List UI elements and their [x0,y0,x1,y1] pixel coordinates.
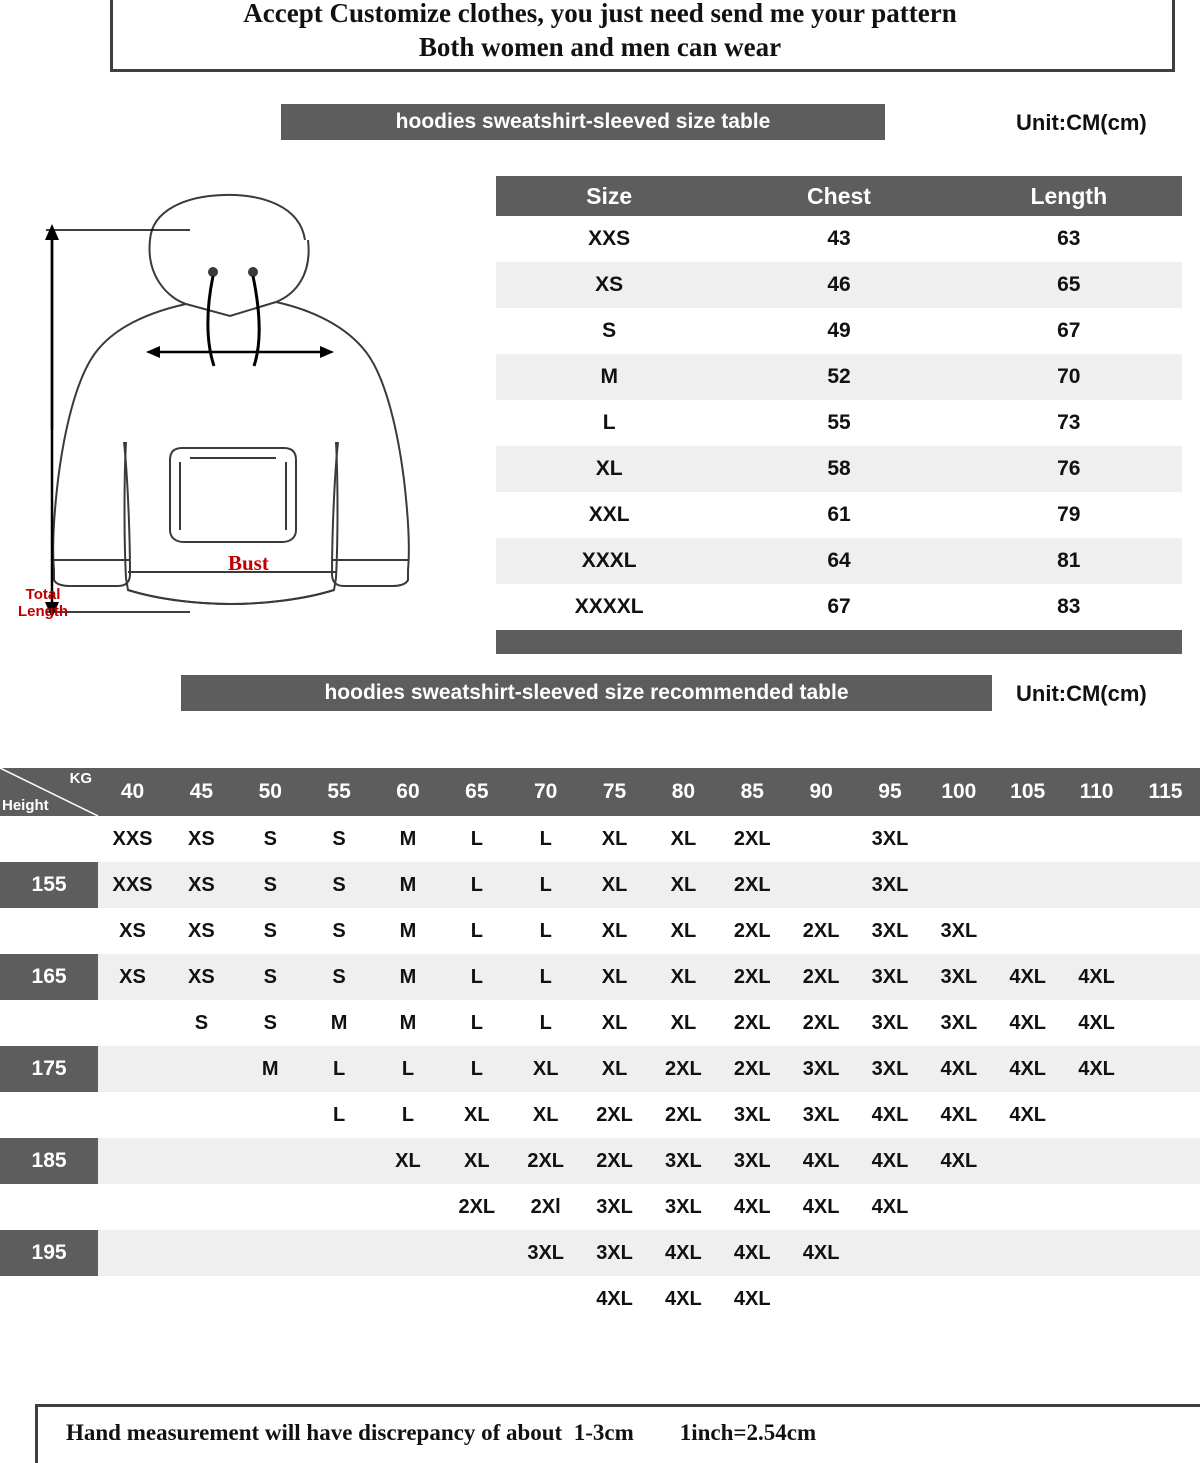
size-cell: 2XL [787,954,856,1000]
axis-corner-cell [0,768,98,816]
size-cell [98,1230,167,1276]
cell-size: XXXXL [496,584,722,630]
cell-size: XL [496,446,722,492]
size-cell: L [511,908,580,954]
size-cell [236,1276,305,1322]
size-cell: M [374,1000,443,1046]
column-header-size: Size [496,176,722,216]
size-cell: 3XL [856,1046,925,1092]
size-cell: 3XL [787,1092,856,1138]
weight-header: 105 [993,768,1062,816]
recommend-row [0,1276,1200,1322]
size-cell [924,1184,993,1230]
cell-length: 83 [956,584,1182,630]
table-row [496,354,1182,400]
header-line-2: Both women and men can wear [418,32,782,62]
size-cell: XS [98,954,167,1000]
cell-chest: 52 [722,354,955,400]
size-cell: 4XL [718,1276,787,1322]
size-cell: 3XL [511,1230,580,1276]
size-cell: S [167,1000,236,1046]
cell-length: 63 [956,216,1182,262]
size-cell: 3XL [580,1184,649,1230]
size-cell: XS [98,908,167,954]
height-header: 195 [0,1230,98,1276]
weight-header: 80 [649,768,718,816]
size-cell: 3XL [787,1046,856,1092]
size-cell: L [442,908,511,954]
size-cell: 4XL [787,1230,856,1276]
cell-size: S [496,308,722,354]
size-cell [98,1276,167,1322]
weight-header: 75 [580,768,649,816]
size-cell [98,1092,167,1138]
size-cell [856,1230,925,1276]
weight-header: 115 [1131,768,1200,816]
size-cell: L [511,954,580,1000]
height-header: 155 [0,862,98,908]
cell-length: 81 [956,538,1182,584]
size-cell: 2XL [718,816,787,862]
size-cell: XXS [98,862,167,908]
size-cell [924,1276,993,1322]
cell-chest: 43 [722,216,955,262]
size-cell [1131,1184,1200,1230]
size-cell: 4XL [924,1138,993,1184]
size-cell: 3XL [924,954,993,1000]
size-cell [167,1046,236,1092]
size-cell: L [442,1046,511,1092]
size-cell: 2XL [787,1000,856,1046]
axis-label-kg: KG [69,770,93,787]
cell-length: 73 [956,400,1182,446]
recommend-header-row [0,768,1200,816]
size-cell: L [442,954,511,1000]
weight-header: 50 [236,768,305,816]
size-cell: 4XL [787,1184,856,1230]
size-cell [1062,1230,1131,1276]
weight-header: 55 [305,768,374,816]
size-cell: XL [511,1046,580,1092]
size-cell: 3XL [924,1000,993,1046]
size-cell [167,1184,236,1230]
hoodie-diagram [0,180,480,650]
size-cell: 4XL [1062,954,1131,1000]
size-cell [993,862,1062,908]
size-cell: M [374,908,443,954]
column-header-chest: Chest [722,176,955,216]
size-cell: XS [167,816,236,862]
size-cell: XL [442,1138,511,1184]
size-cell [1062,1276,1131,1322]
size-cell: S [305,908,374,954]
size-cell: XL [649,816,718,862]
recommend-row [0,1138,1200,1184]
size-cell: 4XL [718,1184,787,1230]
size-cell: 3XL [856,1000,925,1046]
size-cell: S [236,862,305,908]
size-cell: 4XL [993,954,1062,1000]
size-cell [98,1138,167,1184]
size-cell [167,1092,236,1138]
cell-chest: 61 [722,492,955,538]
size-cell: 4XL [924,1046,993,1092]
size-cell [993,816,1062,862]
size-cell [236,1092,305,1138]
cell-chest: 58 [722,446,955,492]
height-header: 165 [0,954,98,1000]
size-cell [305,1276,374,1322]
size-cell [98,1000,167,1046]
table-row [496,216,1182,262]
size-cell: 4XL [856,1092,925,1138]
size-cell [1131,1138,1200,1184]
height-header: 185 [0,1138,98,1184]
weight-header: 45 [167,768,236,816]
size-cell [98,1184,167,1230]
weight-header: 60 [374,768,443,816]
size-cell: M [374,954,443,1000]
weight-header: 90 [787,768,856,816]
height-header: 180 [0,1092,98,1138]
size-chart-table [496,176,1182,654]
size-cell [1062,1184,1131,1230]
size-cell [305,1230,374,1276]
size-cell: XL [580,908,649,954]
size-cell: M [374,816,443,862]
recommend-row [0,1046,1200,1092]
size-cell: 3XL [649,1184,718,1230]
hoodie-illustration-svg [0,180,480,650]
height-header: 190 [0,1184,98,1230]
size-cell [1062,1092,1131,1138]
height-header: 170 [0,1000,98,1046]
size-cell [993,1276,1062,1322]
table-header-row [496,176,1182,216]
height-header: 150 [0,816,98,862]
cell-length: 70 [956,354,1182,400]
size-cell: 3XL [924,908,993,954]
table-row [496,446,1182,492]
size-cell: XXS [98,816,167,862]
size-cell [1131,1230,1200,1276]
table-row [496,492,1182,538]
weight-header: 65 [442,768,511,816]
size-cell: L [305,1092,374,1138]
table-row [496,262,1182,308]
size-cell [993,1138,1062,1184]
size-cell: S [236,908,305,954]
footer-cell [496,630,722,654]
cell-chest: 67 [722,584,955,630]
size-cell: XL [649,1000,718,1046]
size-cell [305,1184,374,1230]
size-cell [924,862,993,908]
size-cell: 4XL [924,1092,993,1138]
size-cell: 4XL [649,1276,718,1322]
size-cell: L [511,862,580,908]
size-cell: 4XL [580,1276,649,1322]
size-cell [1062,908,1131,954]
bust-label: Bust [228,551,269,575]
table-row [496,584,1182,630]
size-cell: 3XL [718,1092,787,1138]
size-cell: S [305,862,374,908]
size-cell: XL [649,954,718,1000]
weight-header: 40 [98,768,167,816]
table-row [496,538,1182,584]
size-cell: 4XL [787,1138,856,1184]
size-cell: 2XL [718,1000,787,1046]
size-cell: 4XL [649,1230,718,1276]
size-cell: 2XL [718,1046,787,1092]
size-cell [167,1138,236,1184]
size-cell: L [511,816,580,862]
size-cell [924,1230,993,1276]
size-cell: L [305,1046,374,1092]
recommend-row [0,1230,1200,1276]
size-cell: S [236,1000,305,1046]
size-cell: XS [167,862,236,908]
recommend-row [0,862,1200,908]
height-header: 175 [0,1046,98,1092]
size-cell [442,1276,511,1322]
size-cell: XL [580,862,649,908]
size-cell [1062,1138,1131,1184]
size-cell: XS [167,954,236,1000]
size-cell: 2XL [649,1092,718,1138]
size-cell: 3XL [856,908,925,954]
size-cell [167,1230,236,1276]
size-cell [787,862,856,908]
recommend-row [0,816,1200,862]
size-cell: L [374,1092,443,1138]
size-cell [374,1230,443,1276]
size-cell [236,1138,305,1184]
size-cell: S [305,816,374,862]
size-cell [856,1276,925,1322]
size-cell [374,1276,443,1322]
size-cell: 2XL [718,908,787,954]
size-cell: 2XL [442,1184,511,1230]
size-cell: XL [580,954,649,1000]
size-cell: XL [580,816,649,862]
weight-header: 100 [924,768,993,816]
recommend-row [0,1184,1200,1230]
size-cell [236,1184,305,1230]
cell-length: 76 [956,446,1182,492]
footer-cell [722,630,955,654]
size-cell: 4XL [856,1184,925,1230]
size-cell: L [442,1000,511,1046]
size-cell: 4XL [993,1046,1062,1092]
cell-size: L [496,400,722,446]
size-cell: 2XL [580,1092,649,1138]
footer-note: Hand measurement will have discrepancy of about 1-3cm 1inch=2.54cm [66,1420,817,1445]
size-cell: 4XL [1062,1000,1131,1046]
weight-header: 85 [718,768,787,816]
size-cell: 2XL [787,908,856,954]
size-cell: XL [442,1092,511,1138]
header-title [0,0,1200,64]
size-cell [924,816,993,862]
weight-header: 70 [511,768,580,816]
size-cell: XL [374,1138,443,1184]
recommend-row [0,1000,1200,1046]
size-cell: 4XL [856,1138,925,1184]
size-cell [305,1138,374,1184]
size-cell: XL [580,1000,649,1046]
size-cell [1131,816,1200,862]
size-cell [1062,862,1131,908]
height-header: 160 [0,908,98,954]
size-cell [993,908,1062,954]
size-cell: XL [649,908,718,954]
table-row [496,400,1182,446]
recommend-table-unit: Unit:CM(cm) [1016,681,1147,706]
size-cell: S [305,954,374,1000]
size-cell: 2XL [511,1138,580,1184]
size-cell: 3XL [856,816,925,862]
table-footer-bar [496,630,1182,654]
size-cell: M [305,1000,374,1046]
size-cell [1131,1276,1200,1322]
size-cell: XL [511,1092,580,1138]
recommend-row [0,954,1200,1000]
cell-chest: 49 [722,308,955,354]
footer-cell [956,630,1182,654]
size-cell [1131,1046,1200,1092]
size-cell: 3XL [856,954,925,1000]
size-cell [442,1230,511,1276]
column-header-length: Length [956,176,1182,216]
size-cell [1131,908,1200,954]
size-cell: 2XL [718,862,787,908]
size-cell: M [374,862,443,908]
size-cell [1131,954,1200,1000]
size-cell: L [442,862,511,908]
axis-label-height: Height [2,797,49,814]
size-cell [1131,1000,1200,1046]
size-cell [787,816,856,862]
size-cell [1131,1092,1200,1138]
size-cell: L [442,816,511,862]
cell-chest: 46 [722,262,955,308]
size-cell: S [236,816,305,862]
size-cell [1062,816,1131,862]
weight-header: 110 [1062,768,1131,816]
size-cell: 4XL [1062,1046,1131,1092]
cell-size: XXXL [496,538,722,584]
size-cell: 2Xl [511,1184,580,1230]
size-cell: XS [167,908,236,954]
size-cell: 2XL [580,1138,649,1184]
size-cell: 3XL [580,1230,649,1276]
header-line-1: Accept Customize clothes, you just need send me your pattern [243,0,957,28]
cell-length: 79 [956,492,1182,538]
cell-size: XXS [496,216,722,262]
size-cell [511,1276,580,1322]
size-cell: 3XL [649,1138,718,1184]
table-row [496,308,1182,354]
cell-length: 67 [956,308,1182,354]
size-cell: 2XL [649,1046,718,1092]
size-cell [167,1276,236,1322]
recommend-row [0,908,1200,954]
size-cell: 3XL [856,862,925,908]
total-length-label: Total Length [18,586,68,620]
size-cell [993,1230,1062,1276]
size-cell [236,1230,305,1276]
size-cell [374,1184,443,1230]
size-cell: L [511,1000,580,1046]
size-recommend-table [0,768,1200,1322]
size-cell: L [374,1046,443,1092]
size-table-title: hoodies sweatshirt-sleeved size table [281,104,885,140]
recommend-table-title: hoodies sweatshirt-sleeved size recommended table [181,675,992,711]
size-cell [98,1046,167,1092]
size-cell: XL [649,862,718,908]
cell-length: 65 [956,262,1182,308]
size-cell [1131,862,1200,908]
size-cell: XL [580,1046,649,1092]
size-table-unit: Unit:CM(cm) [1016,110,1147,135]
cell-chest: 55 [722,400,955,446]
size-cell: M [236,1046,305,1092]
cell-size: XXL [496,492,722,538]
size-cell: 3XL [718,1138,787,1184]
weight-header: 95 [856,768,925,816]
height-header: 205 [0,1276,98,1322]
recommend-row [0,1092,1200,1138]
size-cell: 2XL [718,954,787,1000]
cell-size: M [496,354,722,400]
size-cell [993,1184,1062,1230]
cell-size: XS [496,262,722,308]
size-cell [787,1276,856,1322]
size-cell: 4XL [993,1000,1062,1046]
size-cell: S [236,954,305,1000]
cell-chest: 64 [722,538,955,584]
size-cell: 4XL [718,1230,787,1276]
size-cell: 4XL [993,1092,1062,1138]
